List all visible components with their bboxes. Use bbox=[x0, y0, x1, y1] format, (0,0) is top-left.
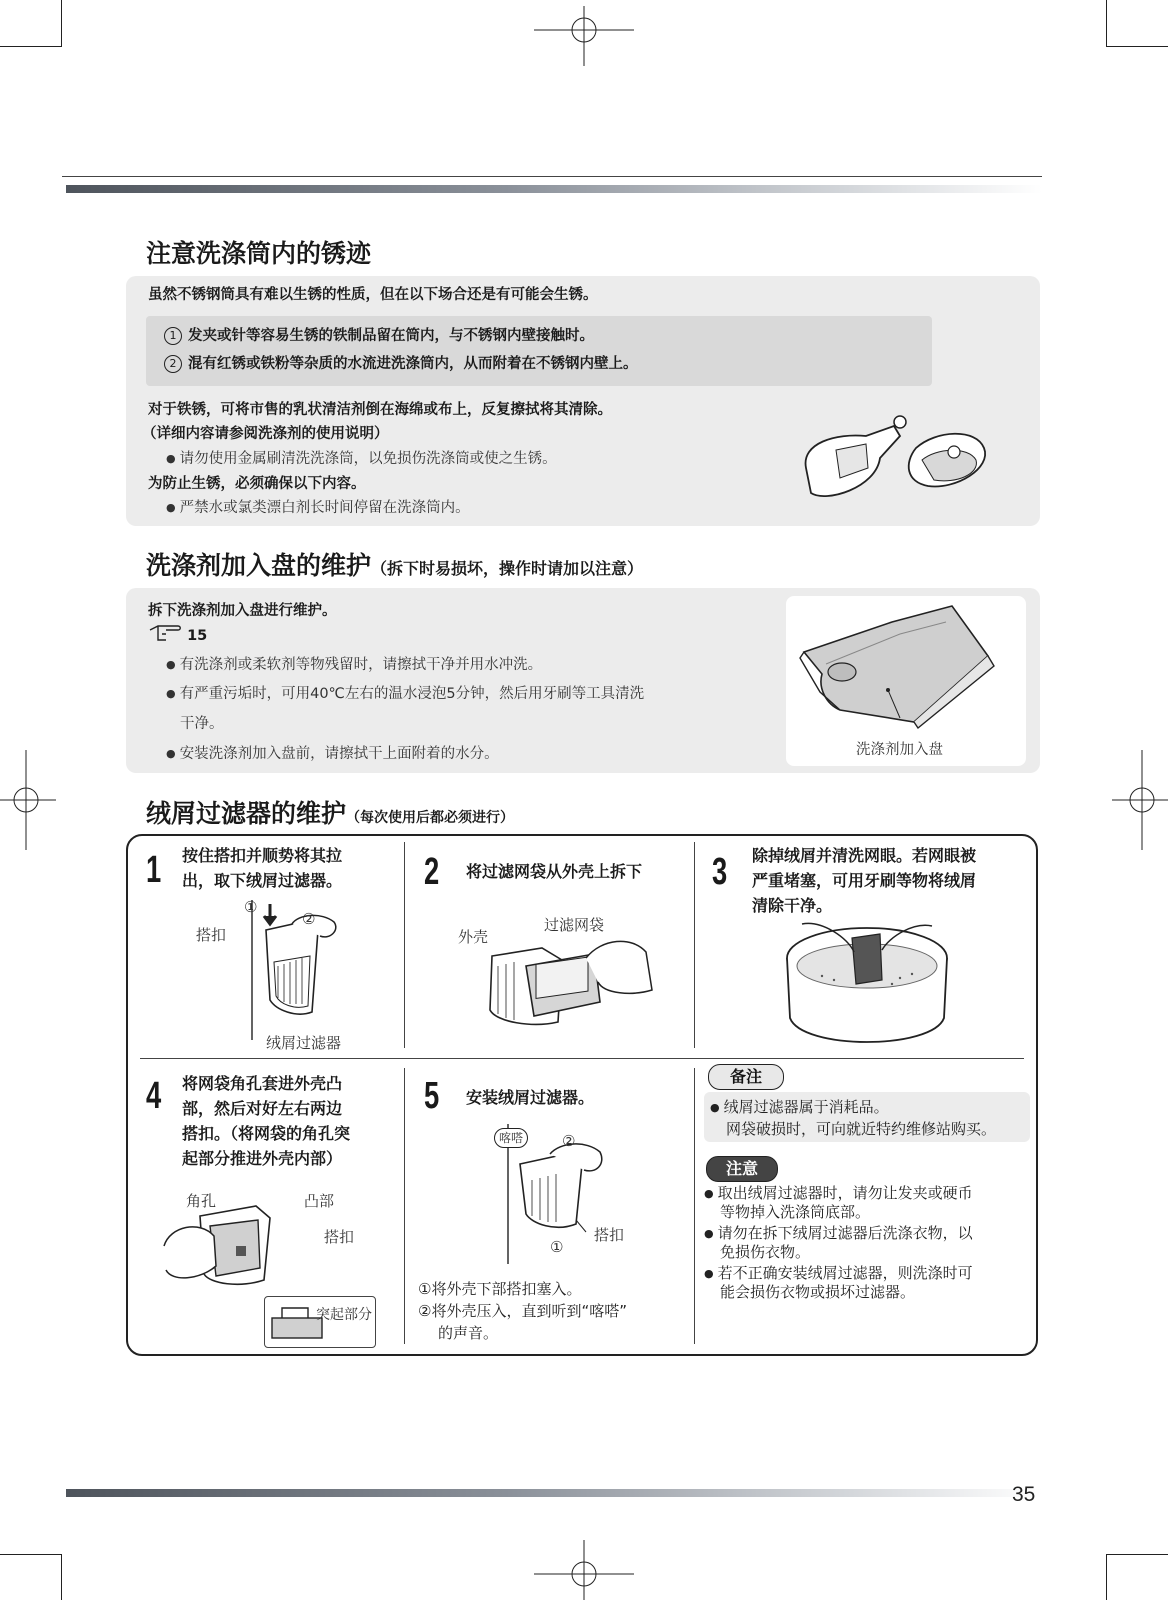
detergent-bullet-3: ● 安装洗涤剂加入盘前，请擦拭干上面附着的水分。 bbox=[166, 744, 499, 765]
registration-mark-top bbox=[534, 6, 634, 66]
caution-line: ● 若不正确安装绒屑过滤器，则洗涤时可 bbox=[704, 1264, 973, 1284]
step-1-label-clasp: 搭扣 bbox=[196, 926, 227, 944]
crop-mark bbox=[1106, 1554, 1168, 1555]
rust-case-2: 2 混有红锈或铁粉等杂质的水流进洗涤筒内，从而附着在不锈钢内壁上。 bbox=[164, 354, 638, 374]
crop-mark bbox=[61, 1554, 62, 1600]
section-title-lint-filter: 绒屑过滤器的维护（每次使用后都必须进行） bbox=[146, 799, 515, 828]
registration-mark-left bbox=[0, 750, 56, 850]
crop-mark bbox=[1106, 1554, 1107, 1600]
section-title-detergent-tray: 洗涤剂加入盘的维护（拆下时易损坏，操作时请加以注意） bbox=[146, 551, 644, 580]
column-divider bbox=[694, 842, 695, 1048]
header-rule bbox=[62, 176, 1042, 177]
step-number-4: 4 bbox=[146, 1075, 162, 1117]
section-subtitle: （拆下时易损坏，操作时请加以注意） bbox=[371, 559, 644, 578]
cleaner-bottle-and-sponge-illustration bbox=[796, 408, 996, 508]
caution-badge: 注意 bbox=[706, 1156, 778, 1182]
step-4-text-line: 搭扣。（将网袋的角孔突 bbox=[182, 1124, 351, 1143]
step-number-5: 5 bbox=[424, 1075, 440, 1117]
rust-bullet-2: ● 严禁水或氯类漂白剂长时间停留在洗涤筒内。 bbox=[166, 498, 470, 519]
step-1-label-1: ① bbox=[244, 898, 258, 916]
step-2-label-bag: 过滤网袋 bbox=[544, 916, 605, 934]
step-number-2: 2 bbox=[424, 851, 440, 893]
crop-mark bbox=[61, 0, 62, 47]
caution-line: 能会损伤衣物或损坏过滤器。 bbox=[720, 1283, 916, 1301]
header-gradient-bar bbox=[66, 185, 1042, 193]
step-1-label-2: ② bbox=[302, 910, 316, 928]
caution-line: 免损伤衣物。 bbox=[720, 1243, 811, 1261]
registration-mark-bottom bbox=[534, 1540, 634, 1600]
page-reference: 15 bbox=[148, 624, 207, 646]
step-1-text-line: 按住搭扣并顺势将其拉 bbox=[182, 846, 343, 865]
footer-gradient-bar bbox=[66, 1489, 1042, 1497]
step-4-text-line: 部，然后对好左右两边 bbox=[182, 1099, 343, 1118]
memo-badge: 备注 bbox=[708, 1064, 784, 1090]
step-4-text-line: 起部分推进外壳内部） bbox=[182, 1149, 343, 1168]
crop-mark bbox=[1106, 0, 1107, 47]
step-5-text-line: 安装绒屑过滤器。 bbox=[466, 1088, 595, 1107]
step-number-1: 1 bbox=[146, 849, 162, 891]
step-2-text-line: 将过滤网袋从外壳上拆下 bbox=[466, 862, 643, 881]
step-5-note: ①将外壳下部搭扣塞入。 bbox=[418, 1280, 582, 1298]
step-5-note: ②将外壳压入，直到听到“喀嗒” bbox=[418, 1302, 627, 1320]
caution-line: 等物掉入洗涤筒底部。 bbox=[720, 1203, 871, 1221]
rust-case-1: 1 发夹或针等容易生锈的铁制品留在筒内，与不锈钢内壁接触时。 bbox=[164, 326, 594, 346]
pointing-hand-icon bbox=[148, 624, 182, 644]
caution-line: ● 取出绒屑过滤器时，请勿让发夹或硬币 bbox=[704, 1184, 973, 1204]
rust-remedy: 对于铁锈，可将市售的乳状清洁剂倒在海绵或布上，反复擦拭将其清除。 bbox=[148, 402, 612, 418]
detergent-tray-label: 洗涤剂加入盘 bbox=[856, 742, 943, 758]
rust-prevent-title: 为防止生锈，必须确保以下内容。 bbox=[148, 476, 366, 492]
detergent-bullet-2-cont: 干净。 bbox=[180, 716, 224, 732]
step-2-label-shell: 外壳 bbox=[458, 928, 489, 946]
crop-mark bbox=[1106, 46, 1168, 47]
memo-line: ● 绒屑过滤器属于消耗品。 bbox=[710, 1098, 889, 1118]
memo-line: 网袋破损时，可向就近特约维修站购买。 bbox=[726, 1120, 997, 1138]
lint-filter-removal-illustration bbox=[226, 900, 356, 1040]
step-5-label-clasp: 搭扣 bbox=[594, 1226, 625, 1244]
step-4-label-protrusion: 突起部分 bbox=[316, 1307, 372, 1323]
case-number: 2 bbox=[164, 355, 182, 373]
case-number: 1 bbox=[164, 327, 182, 345]
column-divider bbox=[404, 1068, 405, 1344]
step-1-text-line: 出，取下绒屑过滤器。 bbox=[182, 871, 343, 890]
step-4-label-boss: 凸部 bbox=[304, 1192, 335, 1210]
step-4-label-clasp: 搭扣 bbox=[324, 1228, 355, 1246]
page-number: 35 bbox=[1012, 1483, 1036, 1506]
column-divider bbox=[694, 1068, 695, 1344]
step-3-text-line: 除掉绒屑并清洗网眼。若网眼被 bbox=[752, 846, 977, 865]
rust-intro: 虽然不锈钢筒具有难以生锈的性质，但在以下场合还是有可能会生锈。 bbox=[148, 287, 598, 303]
step-1-label-filter: 绒屑过滤器 bbox=[266, 1034, 342, 1052]
step-5-note: 的声音。 bbox=[438, 1324, 499, 1342]
detergent-tray-illustration bbox=[796, 600, 1016, 730]
washing-filter-in-basin-illustration bbox=[782, 918, 952, 1052]
detergent-lead: 拆下洗涤剂加入盘进行维护。 bbox=[148, 603, 337, 619]
step-number-3: 3 bbox=[712, 851, 728, 893]
detergent-bullet-1: ● 有洗涤剂或柔软剂等物残留时，请擦拭干净并用水冲洗。 bbox=[166, 655, 542, 676]
crop-mark bbox=[0, 46, 62, 47]
rust-bullet-1: ● 请勿使用金属刷清洗洗涤筒，以免损伤洗涤筒或使之生锈。 bbox=[166, 449, 557, 470]
step-4-text-line: 将网袋角孔套进外壳凸 bbox=[182, 1074, 343, 1093]
section-title-rust: 注意洗涤筒内的锈迹 bbox=[146, 239, 372, 268]
column-divider bbox=[404, 842, 405, 1048]
detergent-bullet-2: ● 有严重污垢时，可用40℃左右的温水浸泡5分钟，然后用牙刷等工具清洗 bbox=[166, 684, 644, 705]
step-5-label-click-bubble: 喀嗒 bbox=[494, 1128, 528, 1148]
step-5-label-2: ② bbox=[562, 1132, 576, 1150]
row-divider bbox=[140, 1058, 1024, 1059]
filter-bag-installation-illustration bbox=[160, 1196, 280, 1306]
registration-mark-right bbox=[1112, 750, 1168, 850]
crop-mark bbox=[0, 1554, 62, 1555]
section-subtitle: （每次使用后都必须进行） bbox=[346, 810, 515, 826]
step-3-text-line: 严重堵塞，可用牙刷等物将绒屑 bbox=[752, 871, 977, 890]
step-3-text-line: 清除干净。 bbox=[752, 896, 833, 915]
rust-remedy-note: （详细内容请参阅洗涤剂的使用说明） bbox=[142, 426, 389, 442]
filter-bag-removal-illustration bbox=[482, 930, 662, 1030]
step-4-label-corner-hole: 角孔 bbox=[186, 1192, 217, 1210]
caution-line: ● 请勿在拆下绒屑过滤器后洗涤衣物，以 bbox=[704, 1224, 973, 1244]
step-5-label-1: ① bbox=[550, 1238, 564, 1256]
